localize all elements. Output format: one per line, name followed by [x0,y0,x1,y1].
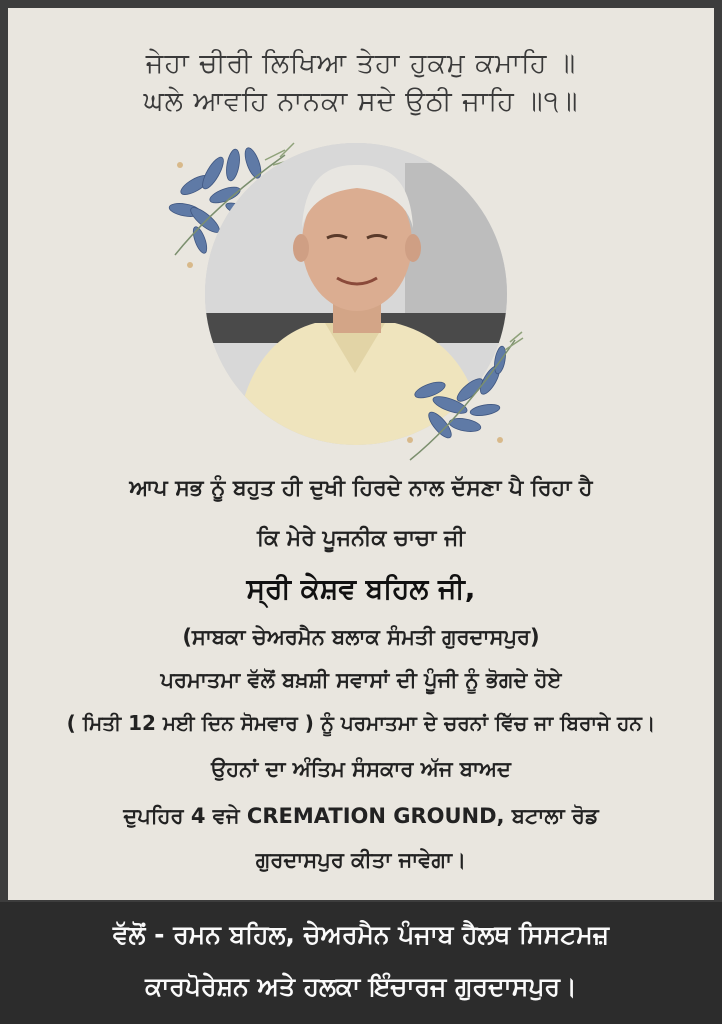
deceased-name: ਸ੍ਰੀ ਕੇਸ਼ਵ ਬਹਿਲ ਜੀ, [246,572,476,605]
notice-line-3: ਪਰਮਾਤਮਾ ਵੱਲੋਂ ਬਖ਼ਸ਼ੀ ਸਵਾਸਾਂ ਦੀ ਪੂੰਜੀ ਨੂੰ ਭੋਗਦੇ ਹੋਏ [160,668,562,692]
notice-line-5: ਉਹਨਾਂ ਦਾ ਅੰਤਿਮ ਸੰਸਕਾਰ ਅੱਜ ਬਾਅਦ [211,757,511,781]
deceased-designation: (ਸਾਬਕਾ ਚੇਅਰਮੈਨ ਬਲਾਕ ਸੰਮਤੀ ਗੁਰਦਾਸਪੁਰ) [182,625,540,649]
footer-line-2: ਕਾਰਪੋਰੇਸ਼ਨ ਅਤੇ ਹਲਕਾ ਇੰਚਾਰਜ ਗੁਰਦਾਸਪੁਰ। [145,972,577,1001]
notice-line-7: ਗੁਰਦਾਸਪੁਰ ਕੀਤਾ ਜਾਵੇਗਾ। [255,848,467,872]
notice-line-1: ਆਪ ਸਭ ਨੂੰ ਬਹੁਤ ਹੀ ਦੁਖੀ ਹਿਰਦੇ ਨਾਲ ਦੱਸਣਾ ਪੈ ਰਿਹਾ ਹੈ [129,476,593,501]
notice-line-2: ਕਿ ਮੇਰੇ ਪੂਜਨੀਕ ਚਾਚਾ ਜੀ [256,526,465,551]
footer-line-1: ਵੱਲੋਂ - ਰਮਨ ਬਹਿਲ, ਚੇਅਰਮੈਨ ਪੰਜਾਬ ਹੈਲਥ ਸਿਸਟਮਜ਼ [112,920,610,949]
verse-line-2: ਘਲੇ ਆਵਹਿ ਨਾਨਕਾ ਸਦੇ ਉਠੀ ਜਾਹਿ ॥੧॥ [143,86,579,117]
verse-line-1: ਜੇਹਾ ਚੀਰੀ ਲਿਖਿਆ ਤੇਹਾ ਹੁਕਮੁ ਕਮਾਹਿ ॥ [145,48,577,79]
notice-line-cremation: ਦੁਪਹਿਰ 4 ਵਜੇ CREMATION GROUND, ਬਟਾਲਾ ਰੋਡ [123,804,599,828]
leaf-decoration-bottom [390,330,540,480]
notice-line-date: ( ਮਿਤੀ 12 ਮਈ ਦਿਨ ਸੋਮਵਾਰ ) ਨੂੰ ਪਰਮਾਤਮਾ ਦੇ ਚਰਨਾਂ ਵਿੱਚ ਜਾ ਬਿਰਾਜੇ ਹਨ। [66,711,656,735]
